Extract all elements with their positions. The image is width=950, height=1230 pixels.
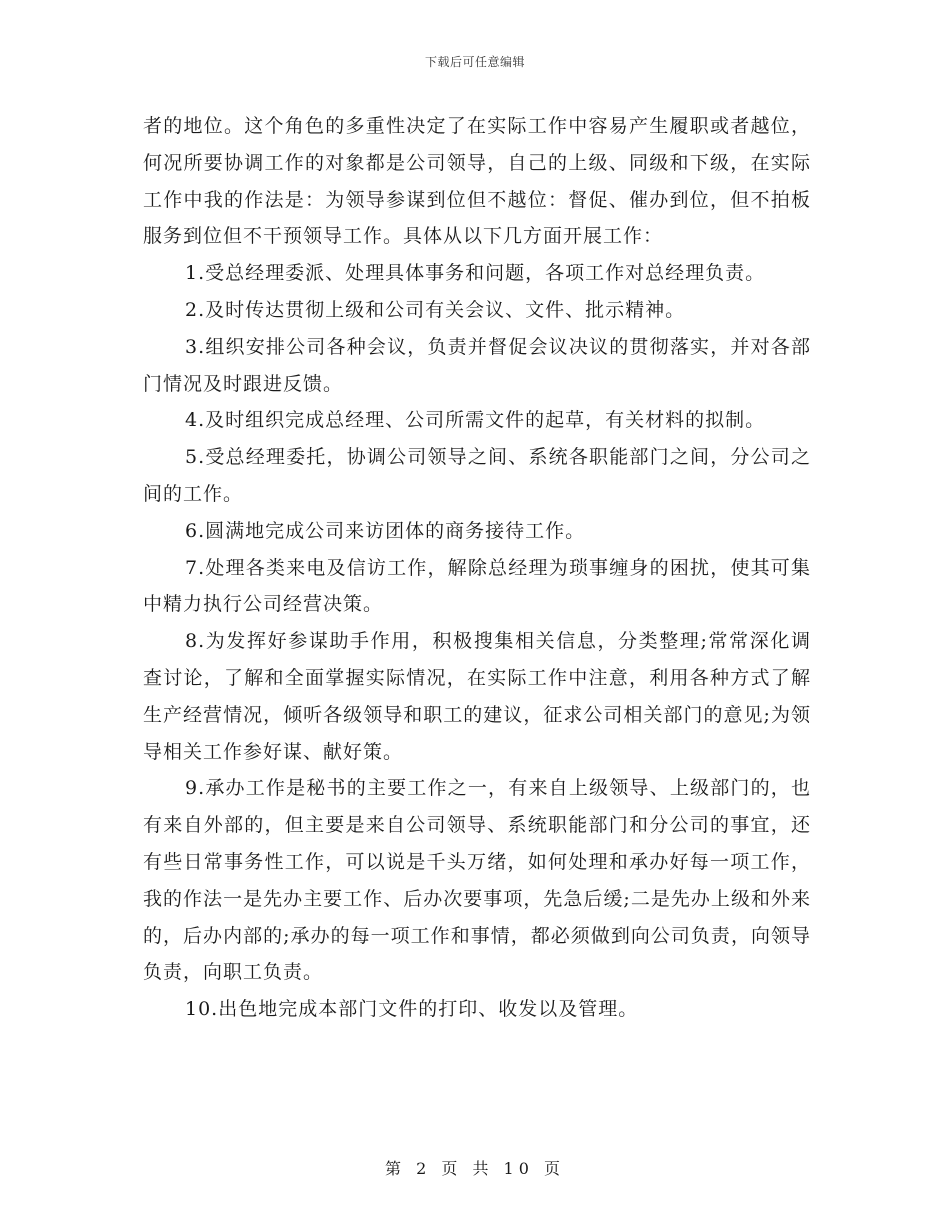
list-item-9: 9.承办工作是秘书的主要工作之一，有来自上级领导、上级部门的，也有来自外部的，但主要是来自公司领导、系统职能部门和分公司的事宜，还有些日常事务性工作，可以说是千头万绪，如何处理和承办好每一项工作，我的作法一是先办主要工作、后办次要事项，先急后缓;二是先办上级和外来的，后办内部的;承办的每一项工作和事情，都必须做到向公司负责，向领导负责，向职工负责。 [143,777,811,984]
list-item-3: 3.组织安排公司各种会议，负责并督促会议决议的贯彻落实，并对各部门情况及时跟进反馈。 [143,335,811,395]
document-body [143,108,811,1028]
list-item-10: 10.出色地完成本部门文件的打印、收发以及管理。 [185,998,639,1021]
page-number-footer: 第 2 页 共 10 页 [385,1159,565,1178]
list-item-4: 4.及时组织完成总经理、公司所需文件的起草，有关材料的拟制。 [185,409,766,432]
list-item-6: 6.圆满地完成公司来访团体的商务接待工作。 [185,519,586,542]
list-item-5: 5.受总经理委托，协调公司领导之间、系统各职能部门之间，分公司之间的工作。 [143,446,811,505]
header-note: 下载后可任意编辑 [424,55,525,69]
list-item-2: 2.及时传达贯彻上级和公司有关会议、文件、批示精神。 [185,298,686,321]
list-item-1: 1.受总经理委派、处理具体事务和问题，各项工作对总经理负责。 [185,262,766,285]
paragraph-continuation: 者的地位。这个角色的多重性决定了在实际工作中容易产生履职或者越位，何况所要协调工作的对象都是公司领导，自己的上级、同级和下级，在实际工作中我的作法是：为领导参谋到位但不越位：督促、催办到位，但不拍板服务到位但不干预领导工作。具体从以下几方面开展工作： [143,115,811,248]
list-item-7: 7.处理各类来电及信访工作，解除总经理为琐事缠身的困扰，使其可集中精力执行公司经营决策。 [143,556,811,616]
list-item-8: 8.为发挥好参谋助手作用，积极搜集相关信息，分类整理;常常深化调查讨论，了解和全面掌握实际情况，在实际工作中注意，利用各种方式了解生产经营情况，倾听各级领导和职工的建议，征求公司相关部门的意见;为领导相关工作参好谋、献好策。 [143,630,811,763]
